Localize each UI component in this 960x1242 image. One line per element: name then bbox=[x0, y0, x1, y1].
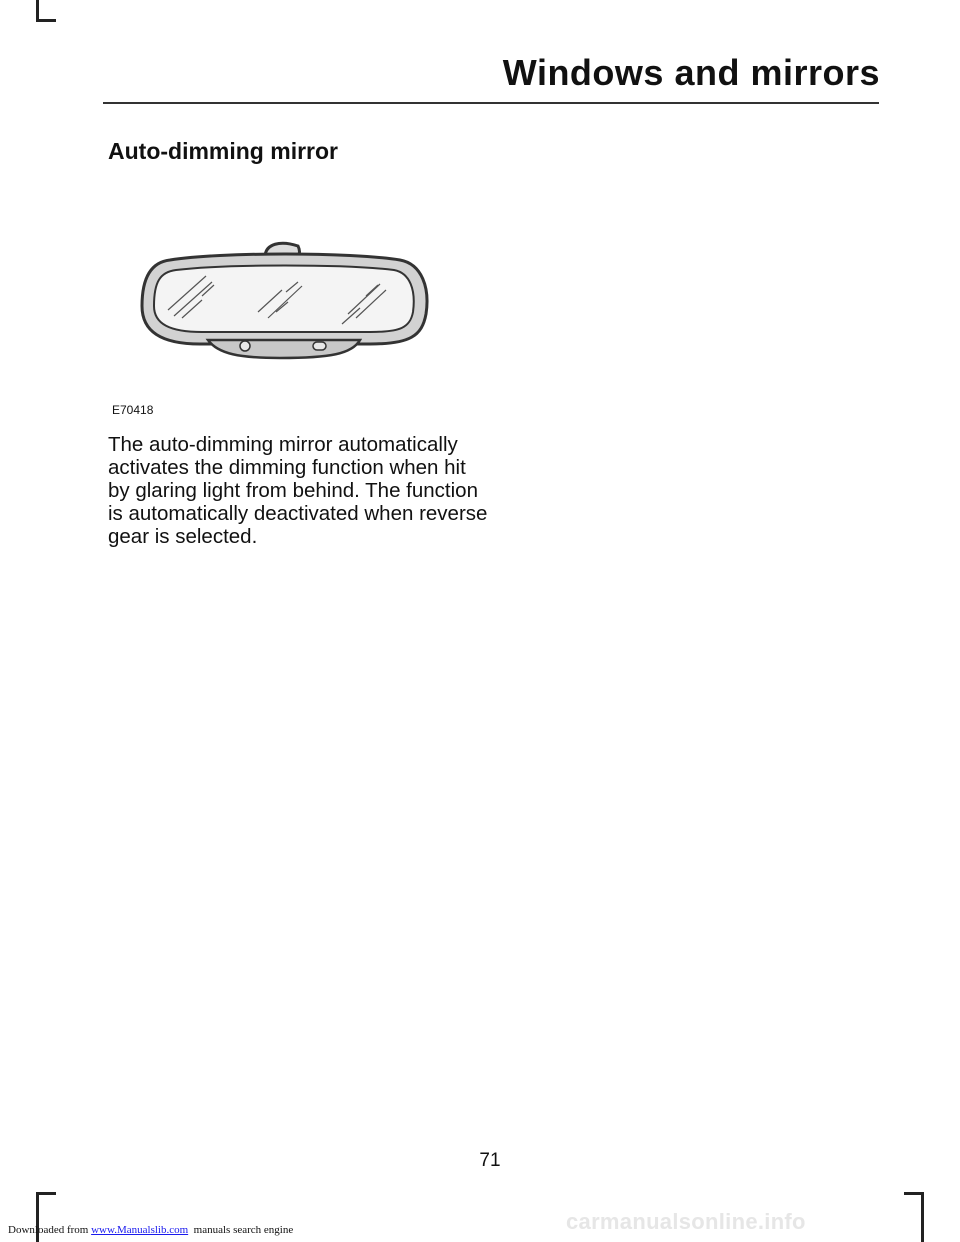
watermark-logo: carmanualsonline.info bbox=[566, 1209, 806, 1234]
mirror-illustration bbox=[130, 232, 440, 372]
crop-mark-bottom-right-v bbox=[921, 1192, 924, 1242]
download-footer bbox=[8, 1224, 293, 1236]
crop-mark-top-left-h bbox=[36, 19, 56, 22]
page-number: 71 bbox=[479, 1150, 501, 1171]
footer-suffix: manuals search engine bbox=[188, 1224, 294, 1236]
header-divider bbox=[103, 102, 879, 104]
page-title: Windows and mirrors bbox=[502, 52, 880, 93]
footer-prefix: Downloaded from bbox=[8, 1224, 92, 1236]
crop-mark-bottom-left-h bbox=[36, 1192, 56, 1195]
manualslib-link[interactable]: www.Manualslib.com bbox=[91, 1224, 189, 1236]
figure-code: E70418 bbox=[112, 403, 154, 417]
section-heading: Auto-dimming mirror bbox=[108, 138, 338, 164]
body-paragraph: The auto-dimming mirror automatically activates the dimming function when hit by glaring light from behind. The function is automatically deactivated when reverse gear is selected. bbox=[108, 433, 488, 548]
crop-mark-top-left-v bbox=[36, 0, 39, 20]
